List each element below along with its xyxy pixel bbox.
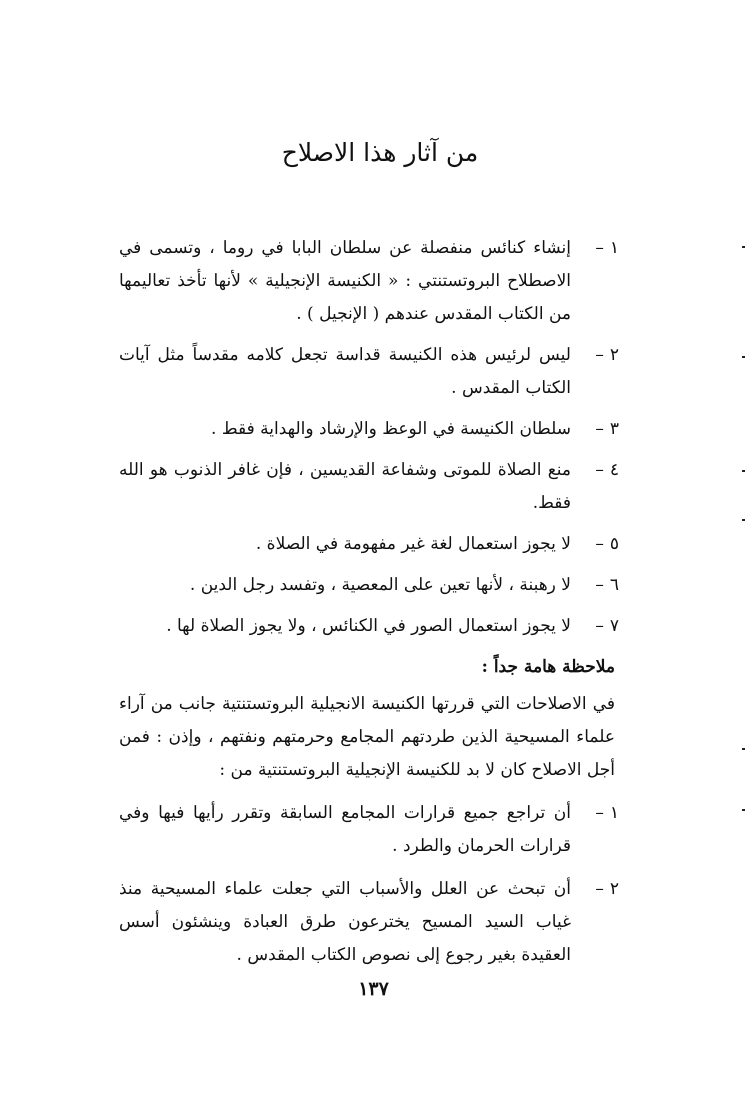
list-item: ١– أن تراجع جميع قرارات المجامع السابقة وتقرر رأيها فيها وفي قرارات الحرمان والطرد . xyxy=(119,797,615,863)
item-number: ٢ xyxy=(609,345,619,365)
item-number: ٢ xyxy=(609,879,619,899)
list-item: ٥– لا يجوز استعمال لغة غير مفهومة في الصلاة . xyxy=(119,528,615,561)
item-number: ٤ xyxy=(609,460,619,480)
scan-mark xyxy=(742,519,745,521)
page-content xyxy=(119,232,619,982)
item-text: ليس لرئيس هذه الكنيسة قداسة تجعل كلامه مقدساً مثل آيات الكتاب المقدس . xyxy=(119,345,571,398)
item-number: ٣ xyxy=(609,419,619,439)
list-item: ٢– أن تبحث عن العلل والأسباب التي جعلت علماء المسيحية منذ غياب السيد المسيح يخترعون طرق العبادة وينشئون أسس العقيدة بغير رجوع إلى نصوص الكتاب المقدس . xyxy=(119,873,615,972)
item-text: لا رهبنة ، لأنها تعين على المعصية ، وتفسد رجل الدين . xyxy=(189,575,571,595)
item-number: ٦ xyxy=(609,575,619,595)
list-item: ٤– منع الصلاة للموتى وشفاعة القديسين ، فإن غافر الذنوب هو الله فقط. xyxy=(119,454,615,520)
note-heading: ملاحظة هامة جداً : xyxy=(481,657,615,677)
item-text: لا يجوز استعمال الصور في الكنائس ، ولا يجوز الصلاة لها . xyxy=(166,616,571,636)
note-body: في الاصلاحات التي قررتها الكنيسة الانجيلية البروتستنتية جانب من آراء علماء المسيحية الذين طردتهم المجامع وحرمتهم ونفتهم ، وإذن : فمن أجل الاصلاح كان لا بد للكنيسة الإنجيلية البروتستنتية من : xyxy=(119,694,615,780)
list-item: ٦– لا رهبنة ، لأنها تعين على المعصية ، وتفسد رجل الدين . xyxy=(119,569,615,602)
item-text: إنشاء كنائس منفصلة عن سلطان البابا في روما ، وتسمى في الاصطلاح البروتستنتي : « الكنيسة الإنجيلية » لأنها تأخذ تعاليمها من الكتاب المقدس عندهم ( الإنجيل ) . xyxy=(119,238,571,324)
item-text: منع الصلاة للموتى وشفاعة القديسين ، فإن غافر الذنوب هو الله فقط. xyxy=(119,460,571,513)
item-number: ١ xyxy=(609,803,619,823)
list-item: ١– إنشاء كنائس منفصلة عن سلطان البابا في روما ، وتسمى في الاصطلاح البروتستنتي : « الكنيسة الإنجيلية » لأنها تأخذ تعاليمها من الكتاب المقدس عندهم ( الإنجيل ) . xyxy=(119,232,615,331)
item-number: ٧ xyxy=(609,616,619,636)
scan-mark xyxy=(742,470,745,472)
item-text: سلطان الكنيسة في الوعظ والإرشاد والهداية فقط . xyxy=(211,419,571,439)
item-number: ١ xyxy=(609,238,619,258)
list-item: ٢– ليس لرئيس هذه الكنيسة قداسة تجعل كلامه مقدساً مثل آيات الكتاب المقدس . xyxy=(119,339,615,405)
item-number: ٥ xyxy=(609,534,619,554)
scan-mark xyxy=(742,748,745,750)
list-item: ٧– لا يجوز استعمال الصور في الكنائس ، ولا يجوز الصلاة لها . xyxy=(119,610,615,643)
item-text: لا يجوز استعمال لغة غير مفهومة في الصلاة . xyxy=(255,534,571,554)
item-text: أن تراجع جميع قرارات المجامع السابقة وتقرر رأيها فيها وفي قرارات الحرمان والطرد . xyxy=(119,803,571,856)
scan-mark xyxy=(742,809,745,811)
page-title: من آثار هذا الاصلاح xyxy=(281,138,479,167)
page-number: ١٣٧ xyxy=(358,978,389,1000)
item-text: أن تبحث عن العلل والأسباب التي جعلت علماء المسيحية منذ غياب السيد المسيح يخترعون طرق العبادة وينشئون أسس العقيدة بغير رجوع إلى نصوص الكتاب المقدس . xyxy=(119,879,571,965)
scan-mark xyxy=(742,246,745,248)
scan-mark xyxy=(742,356,745,358)
note-list xyxy=(119,797,619,972)
list-item: ٣– سلطان الكنيسة في الوعظ والإرشاد والهداية فقط . xyxy=(119,413,615,446)
